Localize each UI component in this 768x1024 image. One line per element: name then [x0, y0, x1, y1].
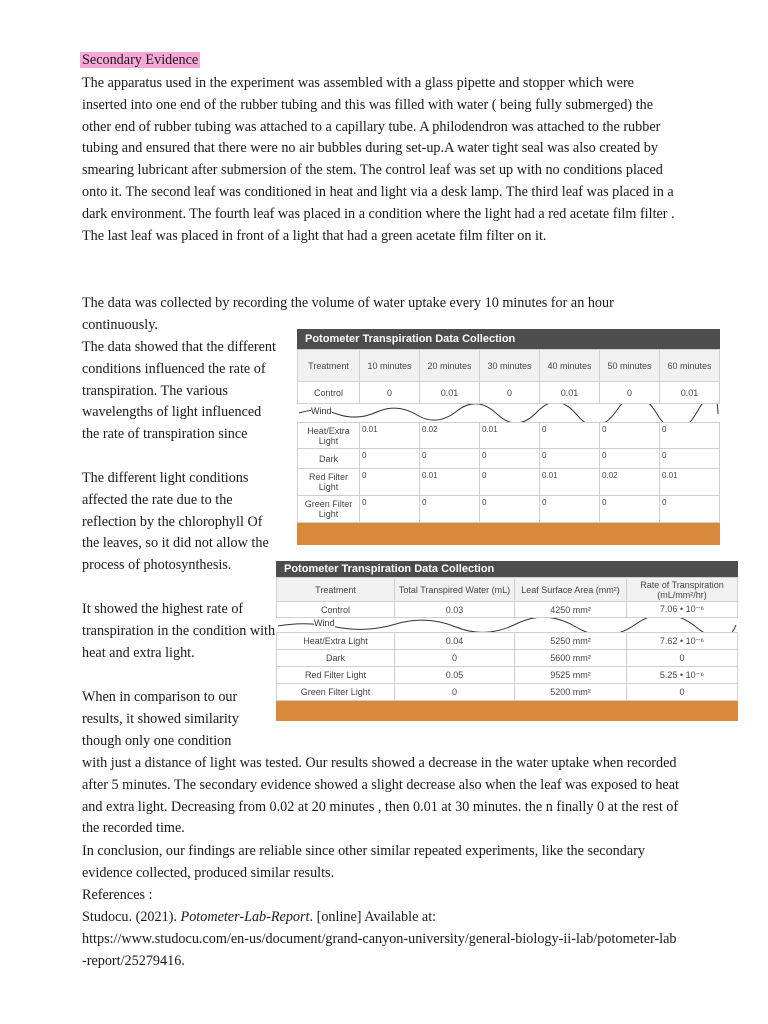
table-1-footer-bar	[297, 523, 720, 545]
light-conditions-paragraph: The different light conditions affected the rate due to the reflection by the chlorophyll Of the leaves, so it did not allow the process of photosynthesis.	[82, 470, 269, 574]
wind-label: Wind	[311, 406, 332, 416]
table-2-title: Potometer Transpiration Data Collection	[276, 561, 738, 577]
table-row: Dark 0 0 0 0 0 0	[298, 449, 720, 469]
comparison-paragraph-cont: with just a distance of light was tested. Our results showed a decrease in the water uptake when recorded after 5 minutes. The secondary evidence showed a slight decrease also when the leaf was exposed to heat and extra light. Decreasing from 0.02 at 20 minutes , then 0.01 at 30 minutes. the n finally 0 at the rest of the recorded time.	[82, 755, 679, 837]
apparatus-paragraph: The apparatus used in the experiment was assembled with a glass pipette and stopper which were inserted into one end of the rubber tubing and this was filled with water ( being fully submerged) the other end of rubber tubing was attached to a capillary tube. A philodendron was attached to the rubber tubing and ensured that there were no air bubbles during set-up.A water tight seal was also created by smearing lubricant after submersion of the stem. The control leaf was set up with no conditions placed onto it. The second leaf was conditioned in heat and light via a desk lamp. The third leaf was placed in a dark environment. The fourth leaf was placed in a condition where the light had a red acetate film filter . The last leaf was placed in front of a light that had a green acetate film filter on it.	[82, 75, 675, 244]
table-row: Heat/Extra Light 0.01 0.02 0.01 0 0 0	[298, 423, 720, 449]
table-1-header: 20 minutes	[420, 350, 480, 382]
table-2-footer-bar	[276, 701, 738, 721]
table-row: Control 0.03 4250 mm² 7.06 • 10⁻⁶	[277, 602, 738, 618]
table-row: Heat/Extra Light 0.04 5250 mm² 7.62 • 10⁻⁶	[277, 633, 738, 650]
table-1-header: 40 minutes	[540, 350, 600, 382]
table-1-header: 10 minutes	[360, 350, 420, 382]
potometer-table-1	[297, 329, 720, 545]
table-2-header: Rate of Transpiration (mL/mm²/hr)	[627, 578, 738, 602]
table-row: Green Filter Light 0 5200 mm² 0	[277, 684, 738, 701]
reference-url: https://www.studocu.com/en-us/document/grand-canyon-university/general-biology-ii-lab/potometer-lab-report/25279416.	[82, 931, 677, 969]
table-1-title: Potometer Transpiration Data Collection	[297, 329, 720, 349]
table-1-header: Treatment	[298, 350, 360, 382]
wind-wave	[297, 404, 720, 422]
section-heading: Secondary Evidence	[82, 52, 199, 68]
reference-entry: Studocu. (2021). Potometer-Lab-Report. [online] Available at:	[82, 909, 437, 925]
table-row: Red Filter Light 0.05 9525 mm² 5.25 • 10⁻⁶	[277, 667, 738, 684]
comparison-paragraph: When in comparison to our results, it showed similarity though only one condition	[82, 689, 239, 749]
table-1-header: 50 minutes	[600, 350, 660, 382]
wind-wave	[276, 618, 738, 632]
wind-label: Wind	[314, 618, 335, 628]
table-row: Control 0 0.01 0 0.01 0 0.01	[298, 382, 720, 404]
references-label: References :	[82, 887, 153, 903]
table-2-header: Total Transpired Water (mL)	[395, 578, 515, 602]
conclusion-paragraph: In conclusion, our findings are reliable since other similar repeated experiments, like the secondary evidence collected, produced similar results.	[82, 843, 645, 881]
table-2-header: Leaf Surface Area (mm²)	[515, 578, 627, 602]
table-1-header-row	[298, 350, 720, 382]
table-1-header: 30 minutes	[480, 350, 540, 382]
data-collection-paragraph: The data was collected by recording the volume of water uptake every 10 minutes for an hour	[82, 295, 614, 311]
potometer-table-2	[276, 561, 738, 721]
reference-title: Potometer-Lab-Report	[180, 909, 310, 925]
table-row: Red Filter Light 0 0.01 0 0.01 0.02 0.01	[298, 469, 720, 496]
table-row: Dark 0 5600 mm² 0	[277, 650, 738, 667]
table-2-header: Treatment	[277, 578, 395, 602]
wind-line	[297, 404, 720, 422]
table-2-header-row	[277, 578, 738, 602]
table-1-header: 60 minutes	[660, 350, 720, 382]
data-showed-paragraph: The data showed that the different conditions influenced the rate of transpiration. The various wavelengths of light influenced the rate of transpiration since	[82, 339, 276, 443]
data-collection-paragraph-end: continuously.	[82, 317, 158, 333]
highest-rate-paragraph: It showed the highest rate of transpiration in the condition with heat and extra light.	[82, 601, 276, 661]
table-row: Green Filter Light 0 0 0 0 0 0	[298, 496, 720, 523]
wind-line	[276, 618, 738, 632]
